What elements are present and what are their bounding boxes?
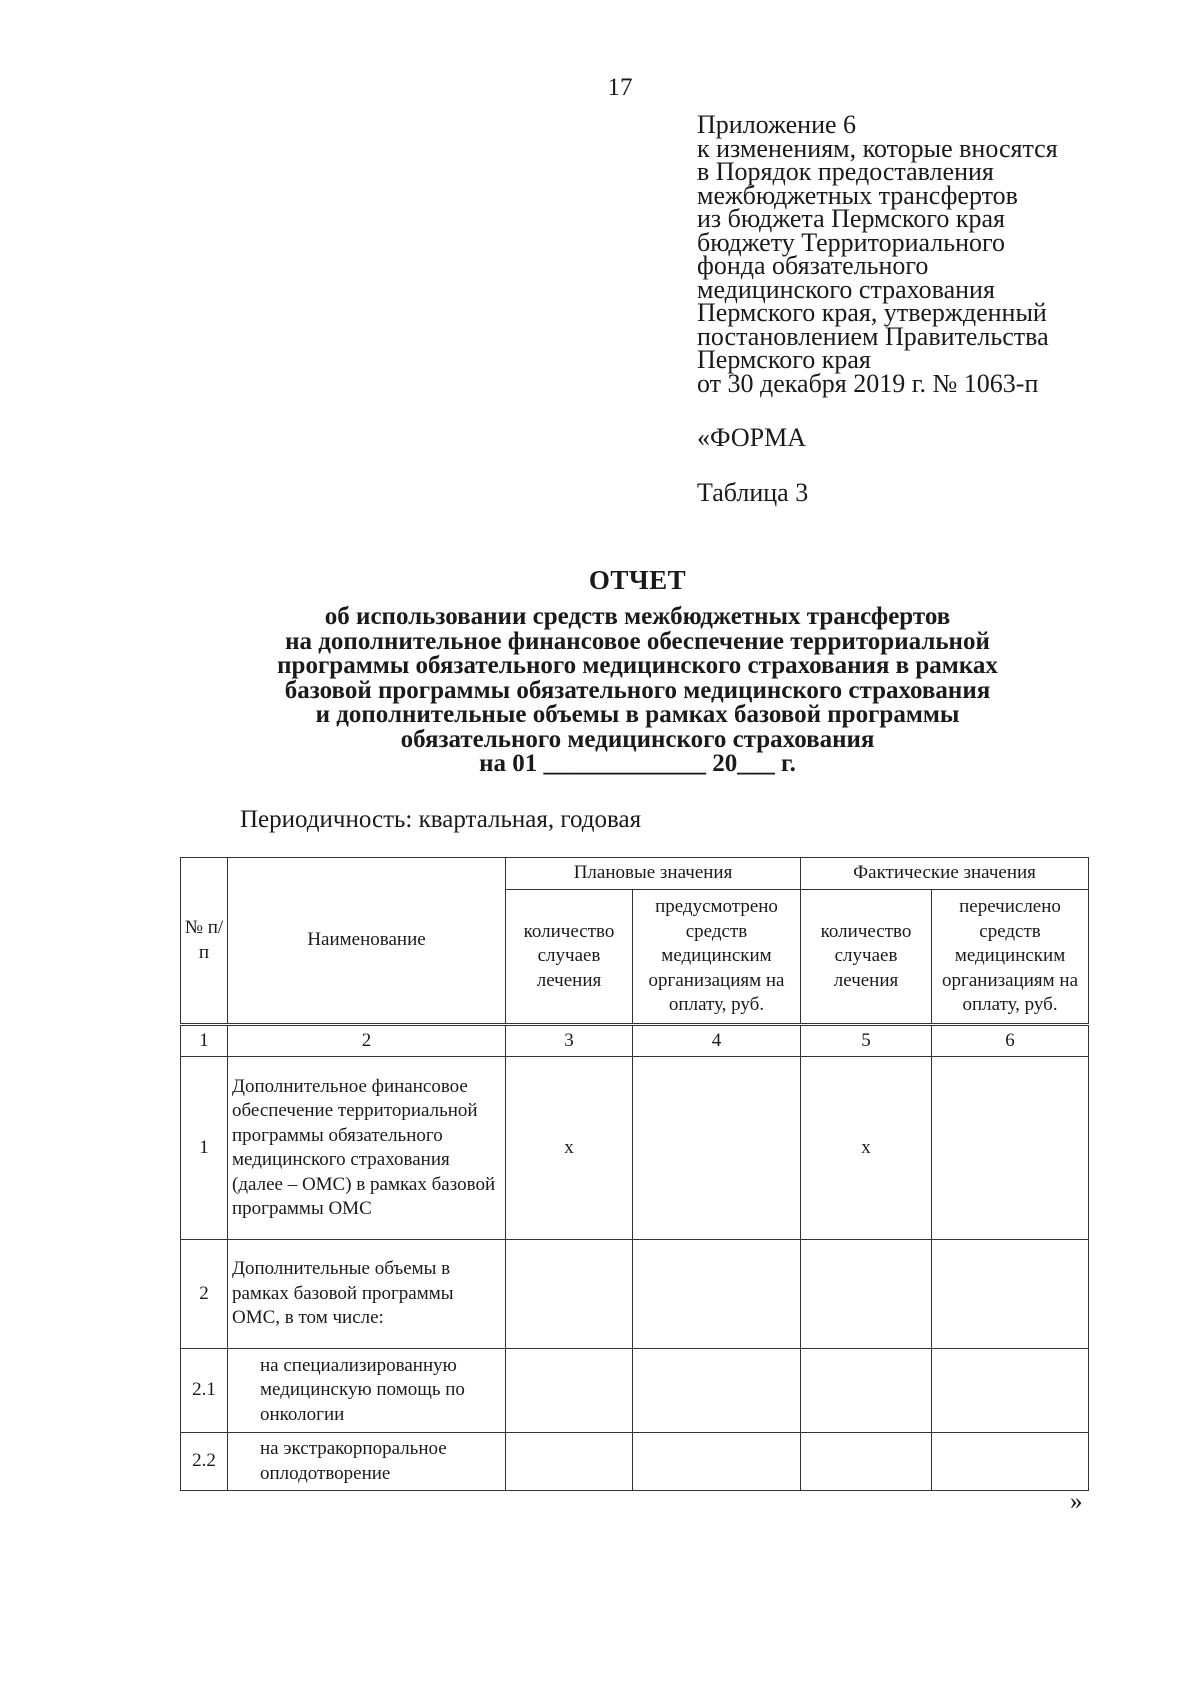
table-body xyxy=(181,1025,1089,1491)
plan-cases-cell xyxy=(506,1240,633,1349)
header-fact-funds: перечислено средств медицинским организациям на оплату, руб. xyxy=(932,890,1089,1025)
row-number: 2 xyxy=(181,1240,228,1349)
fact-cases-cell xyxy=(801,1349,932,1433)
subtitle-line: программы обязательного медицинского страхования в рамках xyxy=(277,652,998,679)
report-table xyxy=(180,857,1089,1491)
row-number: 2.1 xyxy=(181,1349,228,1433)
column-number: 3 xyxy=(506,1025,633,1057)
appendix-line: постановлением Правительства xyxy=(697,321,1049,351)
header-plan-group: Плановые значения xyxy=(506,858,801,890)
column-number: 4 xyxy=(633,1025,801,1057)
column-number: 5 xyxy=(801,1025,932,1057)
header-number: № п/п xyxy=(181,858,228,1025)
appendix-line: медицинского страхования xyxy=(697,274,995,304)
subtitle-line: об использовании средств межбюджетных трансфертов xyxy=(324,603,951,630)
table-row xyxy=(181,1433,1089,1491)
row-name: на экстракорпоральное оплодотворение xyxy=(228,1433,506,1491)
table-row xyxy=(181,1057,1089,1240)
appendix-block xyxy=(697,110,1137,398)
plan-cases-cell xyxy=(506,1349,633,1433)
appendix-line: к изменениям, которые вносятся xyxy=(697,133,1058,163)
appendix-line: Приложение 6 xyxy=(697,110,857,139)
header-fact-group: Фактические значения xyxy=(801,858,1089,890)
appendix-line: Пермского края xyxy=(697,345,871,374)
row-name: Дополнительное финансовое обеспечение территориальной программы обязательного медицинского страхования (далее – ОМС) в рамках базовой программы ОМС xyxy=(228,1057,506,1240)
plan-cases-cell xyxy=(506,1433,633,1491)
form-label: «ФОРМА xyxy=(697,423,806,452)
appendix-line: в Порядок предоставления xyxy=(697,157,994,186)
header-plan-funds: предусмотрено средств медицинским организациям на оплату, руб. xyxy=(633,890,801,1025)
closing-quote: » xyxy=(1070,1488,1083,1515)
report-subtitle xyxy=(0,605,1200,777)
row-name: на специализированную медицинскую помощь по онкологии xyxy=(228,1349,506,1433)
report-title: ОТЧЕТ xyxy=(588,565,687,595)
plan-funds-cell xyxy=(633,1433,801,1491)
fact-funds-cell xyxy=(932,1433,1089,1491)
header-fact-cases: количество случаев лечения xyxy=(801,890,932,1025)
row-name: Дополнительные объемы в рамках базовой программы ОМС, в том числе: xyxy=(228,1240,506,1349)
column-number: 6 xyxy=(932,1025,1089,1057)
header-name: Наименование xyxy=(228,858,506,1025)
fact-cases-cell xyxy=(801,1240,932,1349)
page-number: 17 xyxy=(607,74,633,101)
table-label: Таблица 3 xyxy=(697,478,809,507)
appendix-line: бюджету Территориального xyxy=(697,227,1006,257)
subtitle-line: обязательного медицинского страхования xyxy=(400,725,875,753)
appendix-line: фонда обязательного xyxy=(697,251,929,280)
row-number: 1 xyxy=(181,1057,228,1240)
report-date-line: на 01 _____________ 20___ г. xyxy=(479,750,796,777)
fact-funds-cell xyxy=(932,1057,1089,1240)
column-number: 2 xyxy=(228,1025,506,1057)
subtitle-line: на дополнительное финансовое обеспечение территориальной xyxy=(285,627,990,655)
column-number: 1 xyxy=(181,1025,228,1057)
appendix-line: Пермского края, утвержденный xyxy=(697,298,1047,327)
fact-funds-cell xyxy=(932,1349,1089,1433)
fact-cases-cell xyxy=(801,1433,932,1491)
appendix-line: от 30 декабря 2019 г. № 1063-п xyxy=(697,368,1039,398)
plan-funds-cell xyxy=(633,1240,801,1349)
subtitle-line: и дополнительные объемы в рамках базовой программы xyxy=(315,701,960,728)
fact-cases-cell: х xyxy=(801,1057,932,1240)
subtitle-line: базовой программы обязательного медицинского страхования xyxy=(284,676,991,704)
plan-cases-cell: х xyxy=(506,1057,633,1240)
row-number: 2.2 xyxy=(181,1433,228,1491)
table-row xyxy=(181,1349,1089,1433)
column-numbers-row xyxy=(181,1025,1089,1057)
fact-funds-cell xyxy=(932,1240,1089,1349)
plan-funds-cell xyxy=(633,1057,801,1240)
appendix-line: межбюджетных трансфертов xyxy=(697,180,1018,210)
periodicity-text: Периодичность: квартальная, годовая xyxy=(240,806,642,833)
appendix-line: из бюджета Пермского края xyxy=(697,204,1006,233)
table-row xyxy=(181,1240,1089,1349)
header-plan-cases: количество случаев лечения xyxy=(506,890,633,1025)
plan-funds-cell xyxy=(633,1349,801,1433)
